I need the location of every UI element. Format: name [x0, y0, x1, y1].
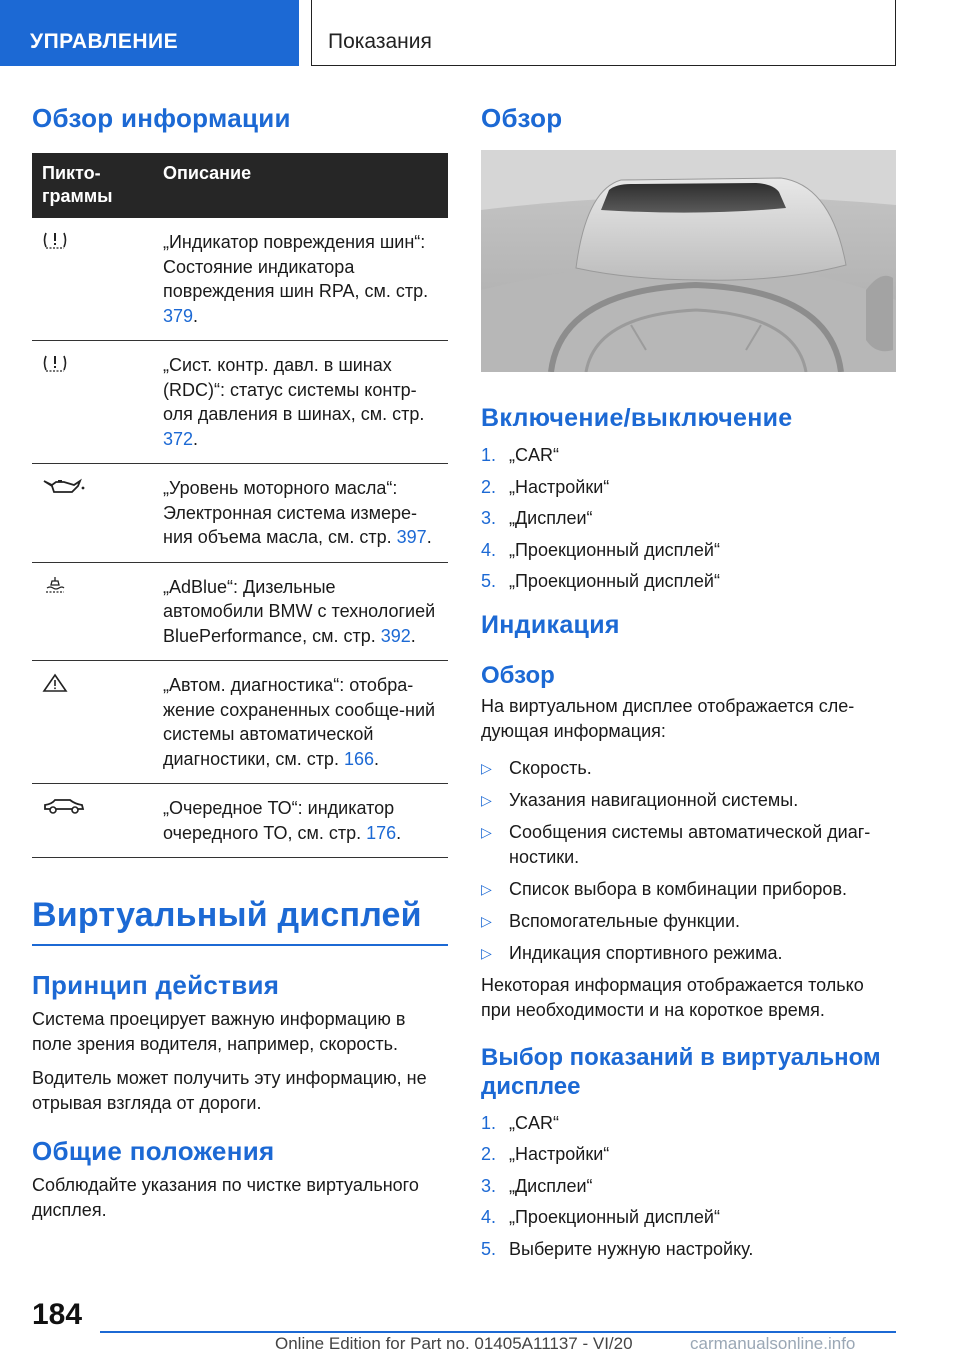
pictogram-table: [32, 153, 448, 858]
list-item: 2. „Настройки“: [481, 1144, 610, 1164]
virtual-display-title: Виртуальный дисплей: [32, 896, 422, 934]
list-item: ▷ Скорость.: [481, 756, 896, 781]
table-row: [32, 218, 448, 341]
section-tab: УПРАВЛЕНИЕ: [0, 0, 299, 66]
header-pictograms: Пикто- граммы: [42, 163, 113, 206]
select-steps: [481, 1113, 896, 1271]
list-item: 1. „CAR“: [481, 1112, 559, 1133]
tire-pressure-icon: [42, 353, 70, 373]
list-item: 5. „Проекционный дисплей“: [481, 571, 720, 591]
table-header-row: [32, 153, 448, 218]
row-description: „AdBlue“: Дизельные автомобили BMW с технологией BluePerformance, см. стр. 392.: [153, 562, 448, 661]
info-overview-title: Обзор информации: [32, 103, 291, 133]
row-description: „Индикатор повреждения шин“: Состояние индикатора повреждения шин RPA, см. стр. 379.: [153, 218, 448, 341]
page-number: 184: [32, 1298, 83, 1331]
page-ref-link[interactable]: 379: [163, 305, 194, 326]
principle-paragraph-2: Водитель может получить эту информацию, не отрывая взгляда от дороги.: [32, 1067, 427, 1113]
subsection-tab: Показания: [311, 0, 896, 66]
title-underline: [32, 944, 448, 946]
list-item: 3. „Дисплеи“: [481, 508, 593, 528]
list-item: 4. „Проекционный дисплей“: [481, 539, 720, 560]
list-item: ▷ Индикация спортивного режима.: [481, 941, 896, 966]
display-note: Некоторая информация отображается только при необходимости и на короткое время.: [481, 974, 864, 1020]
on-off-steps: [481, 445, 896, 603]
list-item: 5. Выберите нужную настройку.: [481, 1238, 754, 1259]
page-ref-link[interactable]: 372: [163, 428, 194, 449]
triangle-bullet-icon: ▷: [481, 759, 492, 776]
adblue-icon: [42, 575, 70, 595]
list-item: ▷ Вспомогательные функции.: [481, 909, 896, 934]
general-title: Общие положения: [32, 1135, 275, 1166]
oil-can-icon: [42, 476, 86, 496]
header-description: Описание: [163, 163, 252, 183]
head-up-display-photo: [481, 150, 896, 372]
table-row: [32, 341, 448, 464]
tire-warning-icon: [42, 230, 70, 250]
triangle-bullet-icon: ▷: [481, 823, 492, 840]
list-item: 3. „Дисплеи“: [481, 1175, 593, 1196]
triangle-bullet-icon: ▷: [481, 791, 492, 808]
page-ref-link[interactable]: 397: [396, 527, 427, 547]
page-ref-link[interactable]: 176: [366, 822, 397, 843]
row-description: „Сист. контр. давл. в шинах (RDC)“: статус системы контр-оля давления в шинах, см. стр. 372.: [153, 341, 448, 464]
page-ref-link[interactable]: 166: [343, 748, 374, 769]
list-item: ▷ Сообщения системы автоматической диаг-ностики.: [481, 820, 896, 870]
list-item: 4. „Проекционный дисплей“: [481, 1207, 720, 1227]
display-items-list: [481, 756, 896, 966]
list-item: 1. „CAR“: [481, 445, 559, 465]
display-title: Индикация: [481, 610, 620, 639]
service-car-icon: [42, 796, 86, 816]
triangle-bullet-icon: ▷: [481, 880, 492, 897]
triangle-bullet-icon: ▷: [481, 912, 492, 929]
select-title: Выбор показаний в виртуальном дисплее: [481, 1043, 881, 1100]
general-paragraph: Соблюдайте указания по чистке виртуального дисплея.: [32, 1174, 419, 1220]
table-row: [32, 562, 448, 661]
display-overview-title: Обзор: [481, 661, 555, 689]
list-item: ▷ Список выбора в комбинации приборов.: [481, 877, 896, 902]
footer-rule: [100, 1331, 896, 1333]
watermark-text: carmanualsonline.info: [690, 1334, 856, 1353]
table-row: [32, 784, 448, 858]
list-item: 2. „Настройки“: [481, 476, 610, 497]
right-column: [481, 98, 896, 1270]
display-intro: На виртуальном дисплее отображается сле-дующая информация:: [481, 695, 855, 741]
row-description: „Очередное ТО“: индикатор очередного ТО, см. стр. 176.: [153, 784, 448, 858]
table-row: [32, 464, 448, 563]
left-column: [32, 98, 448, 1223]
principle-title: Принцип действия: [32, 969, 280, 1000]
overview-title: Обзор: [481, 103, 563, 133]
on-off-title: Включение/выключение: [481, 404, 793, 432]
page-ref-link[interactable]: 392: [380, 625, 411, 646]
principle-paragraph-1: Система проецирует важную информацию в поле зрения водителя, например, скорость.: [32, 1008, 406, 1054]
chapter-header: [0, 0, 960, 66]
warning-triangle-icon: [42, 673, 70, 693]
row-description: „Уровень моторного масла“: Электронная система измере-ния объема масла, см. стр. 397.: [153, 464, 448, 563]
edition-text: Online Edition for Part no. 01405A11137 - VI/20: [275, 1334, 633, 1353]
triangle-bullet-icon: ▷: [481, 944, 492, 961]
table-row: [32, 661, 448, 784]
list-item: ▷ Указания навигационной системы.: [481, 788, 896, 813]
row-description: „Автом. диагностика“: отобра-жение сохраненных сообще-ний системы автоматической диагностики, см. стр. 166.: [153, 661, 448, 784]
